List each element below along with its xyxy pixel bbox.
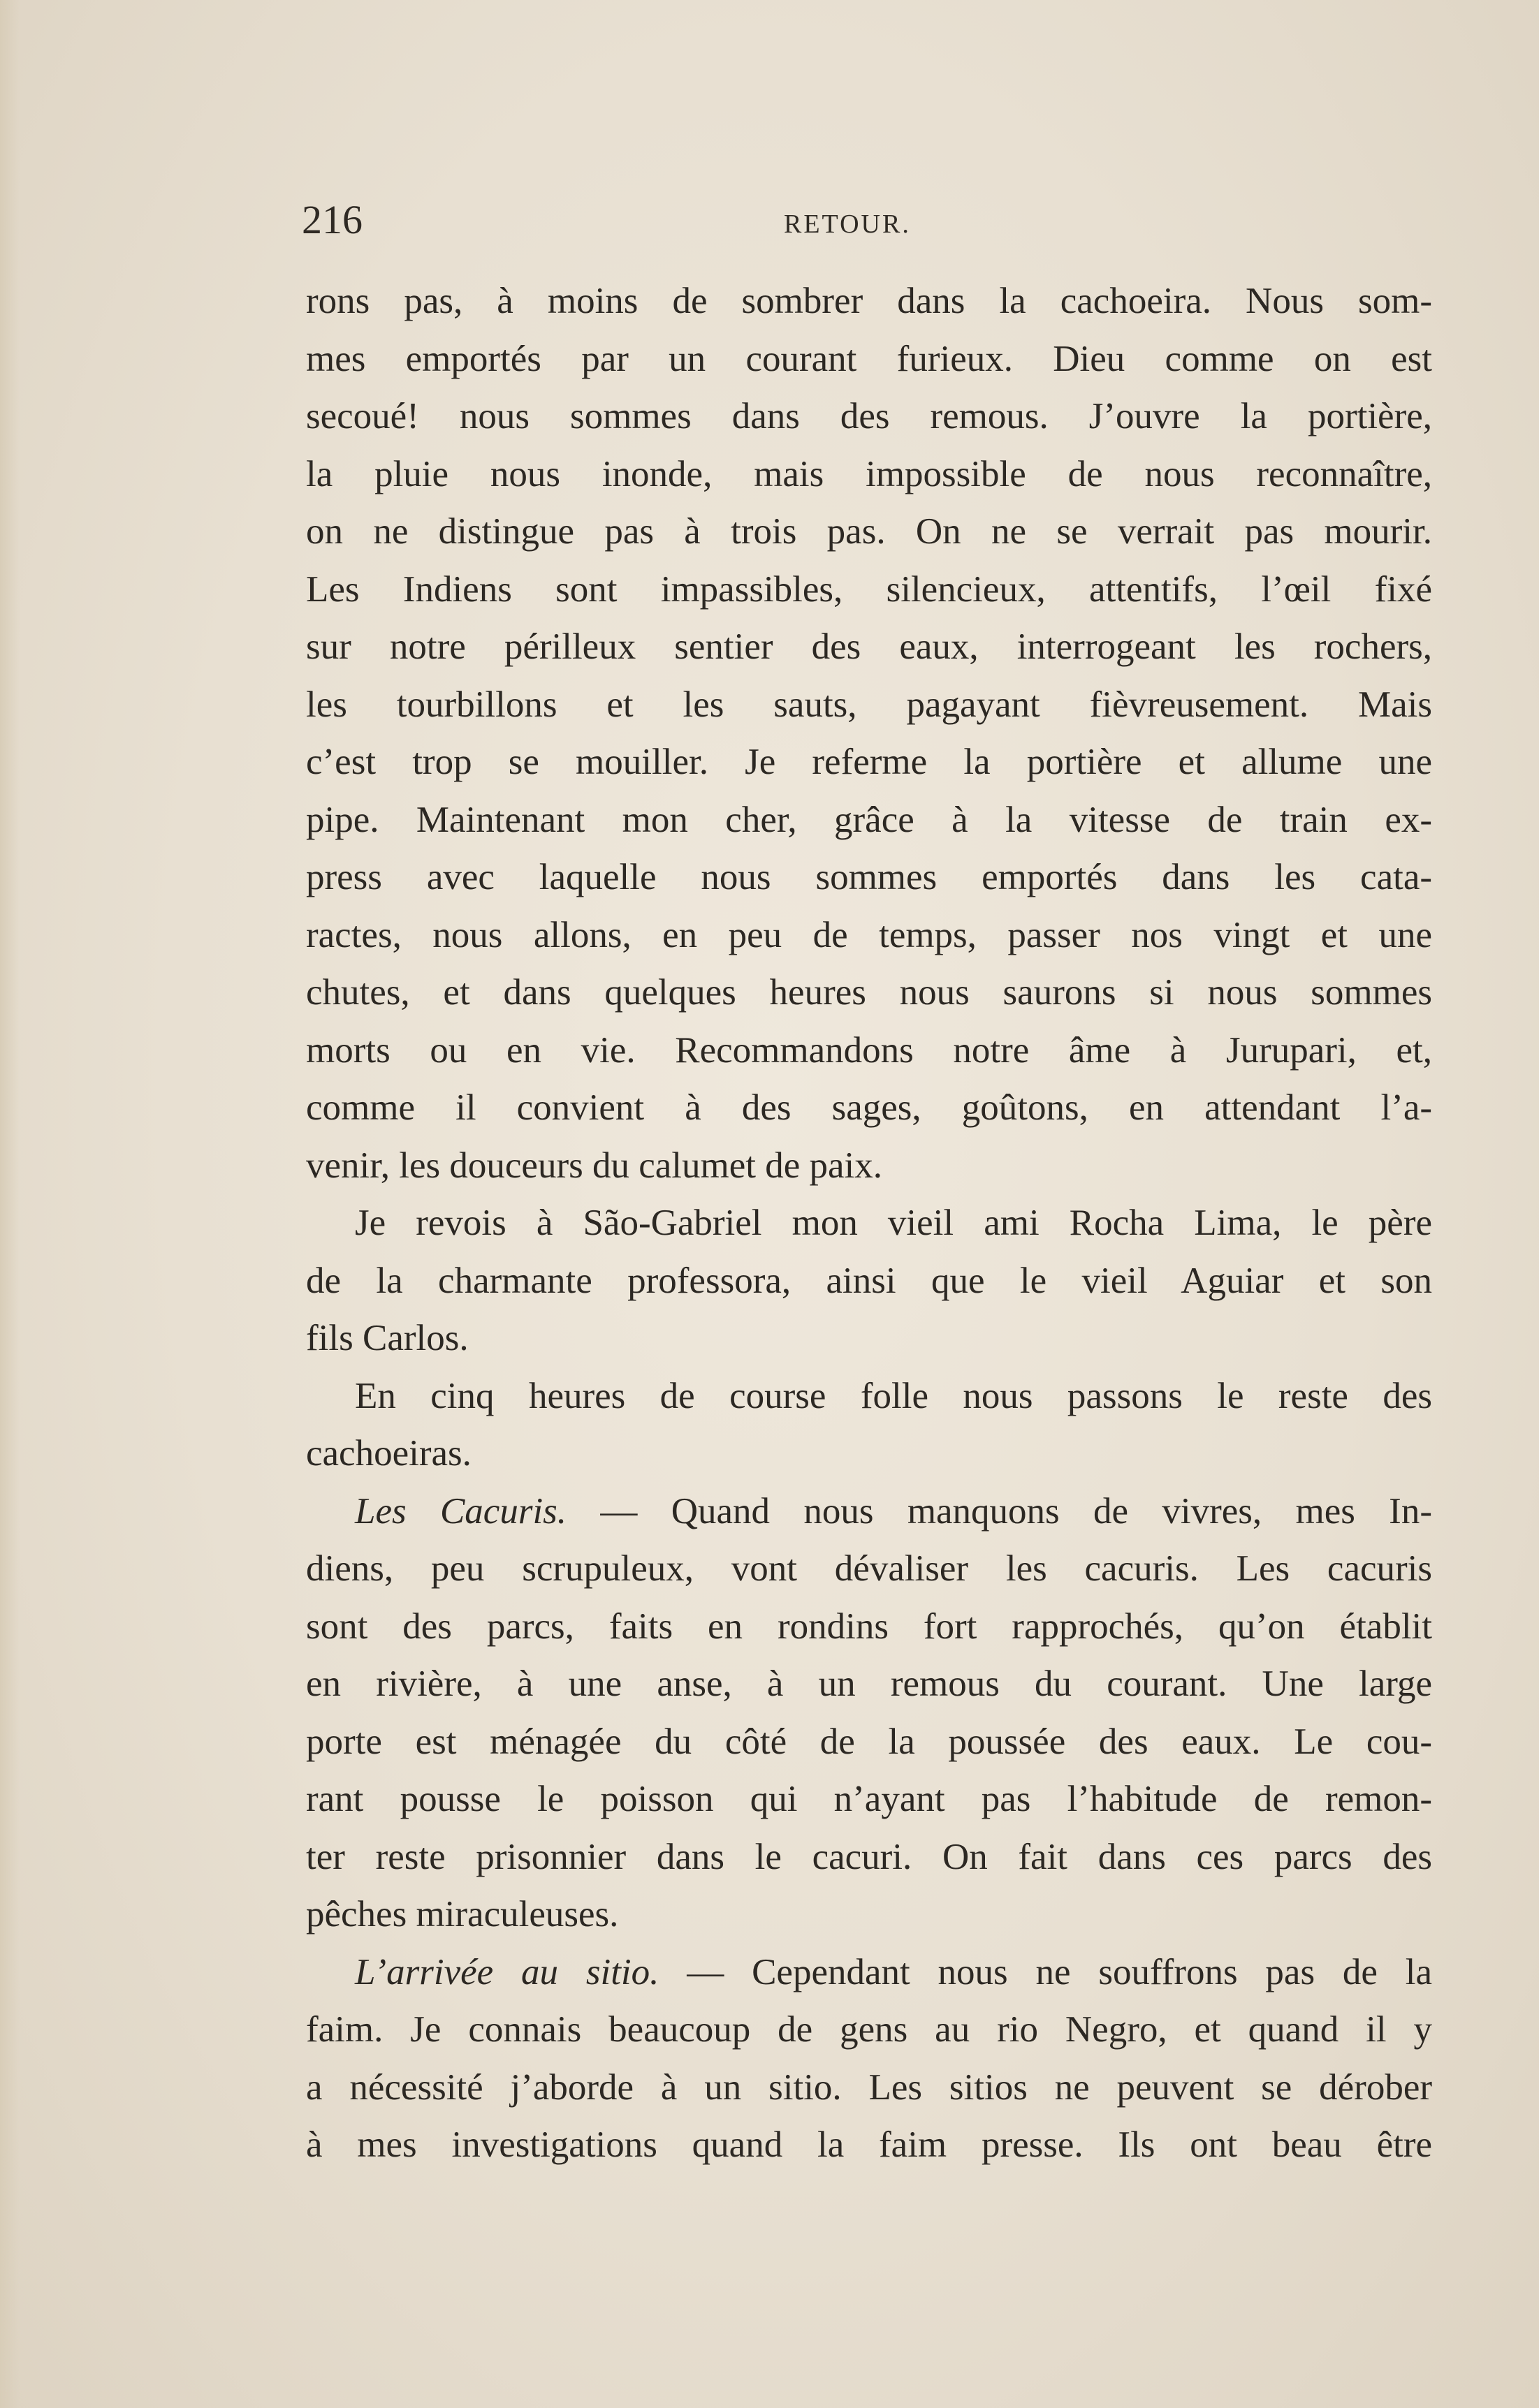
text-line: rons pas, à moins de sombrer dans la cachoeira. Nous som- (306, 281, 1432, 321)
paragraph-3 (306, 1367, 1432, 1483)
paragraph-2 (306, 1194, 1432, 1367)
text-line: secoué! nous sommes dans des remous. J’ouvre la portière, (306, 396, 1432, 436)
text-line: faim. Je connais beaucoup de gens au rio Negro, et quand il y (306, 2009, 1432, 2050)
text-line-rest: — Quand nous manquons de vivres, mes In- (567, 1490, 1432, 1532)
text-line: à mes investigations quand la faim presse. Ils ont beau être (306, 2124, 1432, 2165)
text-line: venir, les douceurs du calumet de paix. (306, 1145, 882, 1186)
text-line: pêches miraculeuses. (306, 1894, 619, 1935)
text-line: la pluie nous inonde, mais impossible de nous reconnaître, (306, 453, 1432, 494)
page-edge-shadow (0, 0, 20, 2408)
text-line-rest: — Cependant nous ne souffrons pas de la (659, 1951, 1432, 1992)
text-line: a nécessité j’aborde à un sitio. Les sitios ne peuvent se dérober (306, 2066, 1432, 2108)
text-line: mes emportés par un courant furieux. Dieu comme on est (306, 338, 1432, 379)
paragraph-4 (306, 1483, 1432, 1944)
text-line: En cinq heures de course folle nous passons le reste des (355, 1375, 1432, 1416)
text-line: sur notre périlleux sentier des eaux, interrogeant les rochers, (306, 626, 1432, 667)
text-line: press avec laquelle nous sommes emportés dans les cata- (306, 857, 1432, 897)
text-line: comme il convient à des sages, goûtons, en attendant l’a- (306, 1087, 1432, 1128)
text-line: on ne distingue pas à trois pas. On ne se verrait pas mourir. (306, 511, 1432, 552)
running-head: RETOUR. (784, 210, 911, 239)
text-line: ractes, nous allons, en peu de temps, passer nos vingt et une (306, 914, 1432, 955)
text-line: c’est trop se mouiller. Je referme la portière et allume une (306, 742, 1432, 782)
text-line: sont des parcs, faits en rondins fort rapprochés, qu’on établit (306, 1606, 1432, 1647)
paragraph-1 (306, 272, 1432, 1194)
text-line: rant pousse le poisson qui n’ayant pas l’habitude de remon- (306, 1779, 1432, 1819)
text-line: de la charmante professora, ainsi que le vieil Aguiar et son (306, 1260, 1432, 1301)
text-line: morts ou en vie. Recommandons notre âme à Jurupari, et, (306, 1029, 1432, 1071)
text-line: chutes, et dans quelques heures nous saurons si nous sommes (306, 972, 1432, 1013)
text-line: Les Indiens sont impassibles, silencieux, attentifs, l’œil fixé (306, 568, 1432, 610)
body-text (306, 272, 1432, 2174)
text-line: cachoeiras. (306, 1433, 472, 1474)
text-line: pipe. Maintenant mon cher, grâce à la vitesse de train ex- (306, 799, 1432, 840)
text-line-with-lead (306, 1944, 1432, 2002)
text-line: fils Carlos. (306, 1318, 469, 1358)
page-number: 216 (302, 197, 363, 242)
text-line: ter reste prisonnier dans le cacuri. On fait dans ces parcs des (306, 1836, 1432, 1877)
paragraph-5 (306, 1944, 1432, 2174)
text-line: porte est ménagée du côté de la poussée des eaux. Le cou- (306, 1721, 1432, 1762)
text-line: Je revois à São-Gabriel mon vieil ami Rocha Lima, le père (355, 1203, 1432, 1243)
text-line: diens, peu scrupuleux, vont dévaliser les cacuris. Les cacuris (306, 1548, 1432, 1589)
section-lead-arrivee: L’arrivée au sitio. (355, 1951, 659, 1992)
text-line: en rivière, à une anse, à un remous du courant. Une large (306, 1664, 1432, 1704)
section-lead-cacuris: Les Cacuris. (355, 1490, 567, 1532)
page-header (302, 199, 1434, 255)
text-line-with-lead (306, 1483, 1432, 1541)
text-line: les tourbillons et les sauts, pagayant fièvreusement. Mais (306, 684, 1432, 725)
